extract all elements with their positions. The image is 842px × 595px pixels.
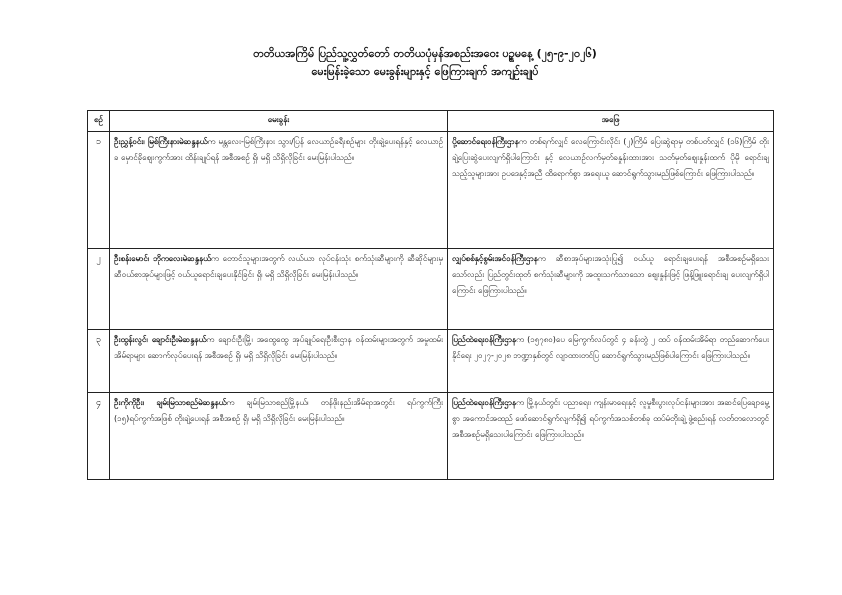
header-answer: အဖြေ [448, 111, 774, 132]
question-cell [110, 330, 448, 393]
answer-cell [448, 393, 774, 480]
answer-text: က ဆီစာအုပ်များအသုံးပြု၍ ဝယ်ယူ ရောင်းချပေးရန် အစီအစဉ်မရှိသေးသော်လည်း ပြည်တွင်းထုတ် စက်သုံးဆီများကို အထူးသက်သာသော ဈေးနှုန်းဖြင့် ဖြန့်ဖြူးရောင်းချ ပေးလျက်ရှိပါကြောင်း ဖြေကြားပါသည်။ [452, 254, 769, 295]
answer-cell [448, 330, 774, 393]
row-number: ၂ [88, 249, 110, 330]
document-title: တတိယအကြိမ် ပြည်သူ့လွှတ်တော် တတိယပုံမှန်အစည်းအဝေး ပဥ္စမနေ့ (၂၅-၉-၂၀၂၆) [253, 47, 597, 60]
ministry-name: ပြည်ထဲရေးဝန်ကြီးဌာန [452, 335, 517, 344]
qa-table [87, 110, 774, 480]
header-question: မေးခွန်း [110, 111, 448, 132]
table-row [88, 132, 774, 249]
ministry-name: လျှပ်စစ်နှင့်စွမ်းအင်ဝန်ကြီးဌာန [452, 254, 538, 263]
row-number: ၁ [88, 132, 110, 249]
table-row [88, 249, 774, 330]
question-cell [110, 393, 448, 480]
document-subtitle: မေးမြန်းခဲ့သော မေးခွန်းများနှင့် ဖြေကြားချက် အကျဉ်းချုပ် [311, 65, 539, 78]
table-row [88, 393, 774, 480]
questioner-name: ဦးစန်းမောင်၊ ဘိုကလေးမဲဆန္ဒနယ် [114, 254, 211, 263]
header-no: စဉ် [88, 111, 110, 132]
row-number: ၃ [88, 330, 110, 393]
table-row [88, 330, 774, 393]
question-text: က ချမ်းမြသာစည်မြို့နယ်၊ တန်ဖိုးနည်းအိမ်ရာအတွင်း ရပ်ကွက်ကြီး (၁၅)ရပ်ကွက်အဖြစ် တိုးချဲ့ပေးရန် အစီအစဉ် ရှိ၊ မရှိ သိရှိလိုခြင်း မေးမြန်းပါသည်။ [114, 398, 443, 423]
row-number: ၄ [88, 393, 110, 480]
questioner-name: ဦးထွန်းလွင်၊ ချောင်းဦးမဲဆန္ဒနယ် [114, 335, 207, 344]
answer-cell [448, 132, 774, 249]
table-header-row [88, 111, 774, 132]
answer-text: က (၁၅၇၈၀)ပေ မြေကွက်လပ်တွင် ၄ ခန်းတွဲ ၂ ထပ် ဝန်ထမ်းအိမ်ရာ တည်ဆောက်ပေးနိုင်ရေး ၂၀၂၇-၂၀၂၈ ဘဏ္ဍာနှစ်တွင် လျာထားတင်ပြ ဆောင်ရွက်သွားမည်ဖြစ်ပါကြောင်း ဖြေကြားပါသည်။ [452, 335, 769, 360]
question-cell [110, 249, 448, 330]
answer-text: က မြို့နယ်တွင်း ပညာရေး၊ ကျန်းမာရေးနှင့် လူမှုစီးပွားလုပ်ငန်းများအား အဆင်ပြေချောမွေ့စွာ အကောင်အထည် ဖော်ဆောင်ရွက်လျက်ရှိ၍ ရပ်ကွက်အသစ်တစ်ခု ထပ်မံတိုးချဲ့ ဖွဲ့စည်းရန် လတ်တလောတွင် အစီအစဉ်မရှိသေးပါကြောင်း ဖြေကြားပါသည်။ [452, 398, 769, 439]
questioner-name: ဦးညွှန့်ဝင်း၊ မြစ်ကြီးနားမဲဆန္ဒနယ် [114, 137, 208, 146]
answer-cell [448, 249, 774, 330]
ministry-name: ပို့ဆောင်ရေးဝန်ကြီးဌာန [452, 137, 519, 146]
ministry-name: ပြည်ထဲရေးဝန်ကြီးဌာန [452, 398, 517, 407]
question-text: က ချောင်းဦးမြို့၊ အထွေထွေ အုပ်ချုပ်ရေးဦးစီးဌာန ဝန်ထမ်းများအတွက် အမှုထမ်းအိမ်ရာများ ဆောက်လုပ်ပေးရန် အစီအစဉ် ရှိ၊ မရှိ သိရှိလိုခြင်း မေးမြန်းပါသည်။ [114, 335, 443, 360]
question-text: က မန္တလေး-မြစ်ကြီးနား သွား/ပြန် လေယာဉ်ခရီးစဉ်များ တိုးချဲ့ပေးရန်နှင့် လေယာဉ်ခ မှောင်ခိုဈေးကွက်အား ထိန်းချုပ်ရန် အစီအစဉ် ရှိ၊ မရှိ သိရှိလိုခြင်း မေးမြန်းပါသည်။ [114, 137, 443, 162]
answer-text: က တစ်ရက်လျှင် လေကြောင်းလိုင်း (၂)ကြိမ် ပြေးဆွဲရာမှ တစ်ပတ်လျှင် (၁၆)ကြိမ် တိုးချဲ့ပြေးဆွဲပေးလျက်ရှိပါကြောင်း နှင့် လေယာဉ်လက်မှတ်ခနှုန်းထားအား သတ်မှတ်ဈေးနှုန်းထက် ပိုမို ရောင်းချသည့်သူများအား ဥပဒေနှင့်အညီ ထိရောက်စွာ အရေးယူ ဆောင်ရွက်သွားမည်ဖြစ်ကြောင်း ဖြေကြားပါသည်။ [452, 137, 769, 178]
question-cell [110, 132, 448, 249]
question-text: က တောင်သူများအတွက် လယ်ယာ လုပ်ငန်းသုံး စက်သုံးဆီများကို ဆီဆိုင်များမှ ဆီဝယ်စာအုပ်များဖြင့် ဝယ်ယူရောင်းချပေးနိုင်ခြင်း ရှိ၊ မရှိ သိရှိလိုခြင်း မေးမြန်းပါသည်။ [114, 254, 443, 279]
questioner-name: ဦးကိုကိုဦး၊ ချမ်းမြသာစည်မဲဆန္ဒနယ် [114, 398, 227, 407]
